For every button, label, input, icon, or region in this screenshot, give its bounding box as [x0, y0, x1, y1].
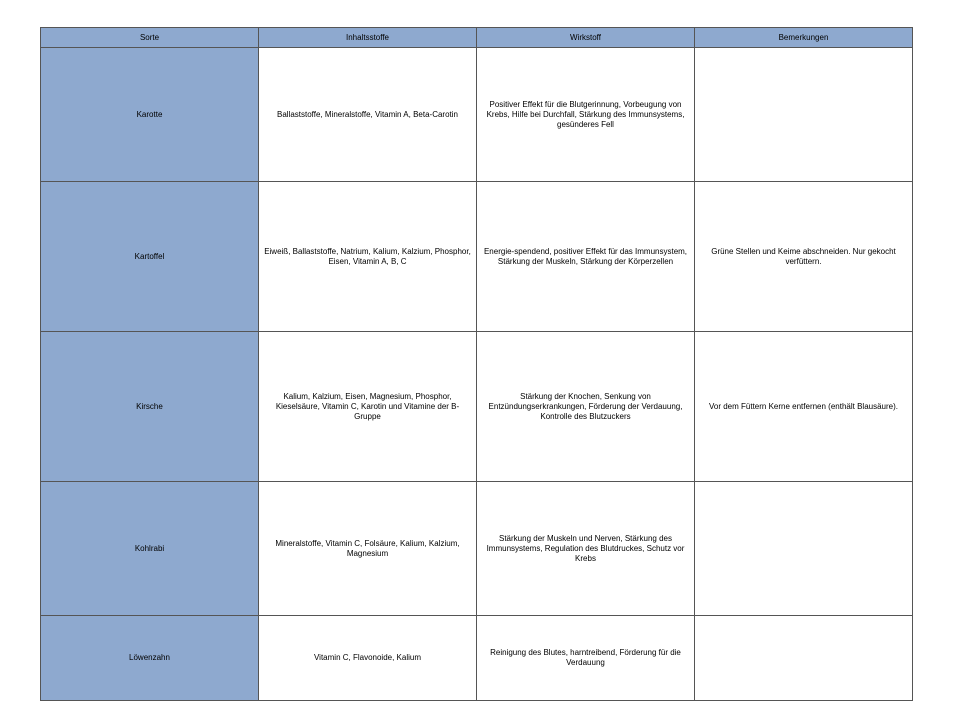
cell-bemerkungen [695, 616, 913, 701]
cell-sorte: Löwenzahn [41, 616, 259, 701]
header-bemerkungen: Bemerkungen [695, 28, 913, 48]
table-row [41, 48, 913, 182]
cell-wirkstoff: Reinigung des Blutes, harntreibend, Förderung für die Verdauung [477, 616, 695, 701]
cell-inhaltsstoffe: Eiweiß, Ballaststoffe, Natrium, Kalium, Kalzium, Phosphor, Eisen, Vitamin A, B, C [259, 182, 477, 332]
cell-bemerkungen [695, 48, 913, 182]
table-row [41, 616, 913, 701]
cell-inhaltsstoffe: Mineralstoffe, Vitamin C, Folsäure, Kalium, Kalzium, Magnesium [259, 482, 477, 616]
cell-sorte: Kirsche [41, 332, 259, 482]
cell-wirkstoff: Energie-spendend, positiver Effekt für das Immunsystem, Stärkung der Muskeln, Stärkung der Körperzellen [477, 182, 695, 332]
cell-bemerkungen: Grüne Stellen und Keime abschneiden. Nur gekocht verfüttern. [695, 182, 913, 332]
cell-wirkstoff: Stärkung der Knochen, Senkung von Entzündungserkrankungen, Förderung der Verdauung, Kontrolle des Blutzuckers [477, 332, 695, 482]
cell-sorte: Kartoffel [41, 182, 259, 332]
cell-sorte: Kohlrabi [41, 482, 259, 616]
cell-wirkstoff: Stärkung der Muskeln und Nerven, Stärkung des Immunsystems, Regulation des Blutdruckes, Schutz vor Krebs [477, 482, 695, 616]
cell-wirkstoff: Positiver Effekt für die Blutgerinnung, Vorbeugung von Krebs, Hilfe bei Durchfall, Stärkung des Immunsystems, gesünderes Fell [477, 48, 695, 182]
table-row [41, 182, 913, 332]
nutrition-table [40, 27, 913, 701]
header-inhaltsstoffe: Inhaltsstoffe [259, 28, 477, 48]
header-row [41, 28, 913, 48]
table-row [41, 332, 913, 482]
cell-bemerkungen [695, 482, 913, 616]
header-wirkstoff: Wirkstoff [477, 28, 695, 48]
cell-inhaltsstoffe: Ballaststoffe, Mineralstoffe, Vitamin A, Beta-Carotin [259, 48, 477, 182]
cell-inhaltsstoffe: Vitamin C, Flavonoide, Kalium [259, 616, 477, 701]
cell-inhaltsstoffe: Kalium, Kalzium, Eisen, Magnesium, Phosphor, Kieselsäure, Vitamin C, Karotin und Vitamine der B-Gruppe [259, 332, 477, 482]
table-row [41, 482, 913, 616]
header-sorte: Sorte [41, 28, 259, 48]
cell-sorte: Karotte [41, 48, 259, 182]
cell-bemerkungen: Vor dem Füttern Kerne entfernen (enthält Blausäure). [695, 332, 913, 482]
